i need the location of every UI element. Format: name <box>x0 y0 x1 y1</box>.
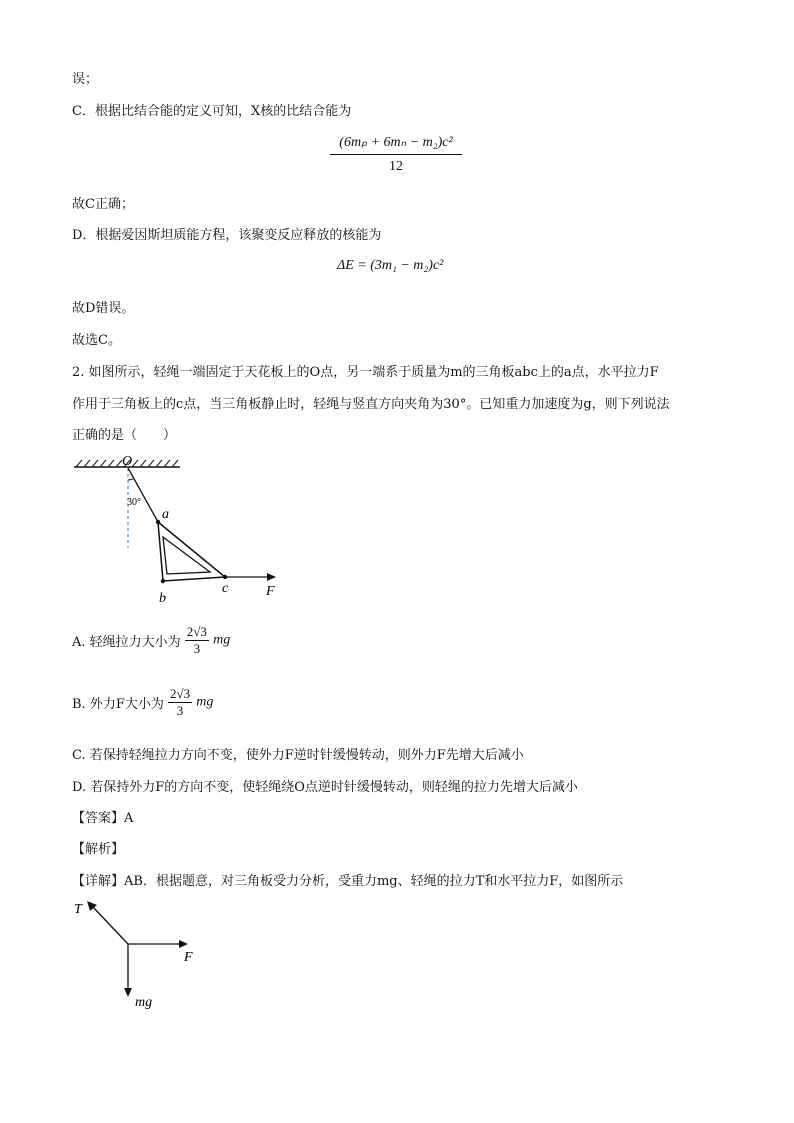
point-b <box>161 579 165 583</box>
point-b-label: b <box>159 591 166 606</box>
option-C: C. 若保持轻绳拉力方向不变，使外力F逆时针缓慢转动，则外力F先增大后减小 <box>72 748 524 763</box>
tension-T-arrow <box>92 906 128 944</box>
force-F-label: F <box>184 950 193 965</box>
text-line: 故D错误。 <box>72 301 135 316</box>
gravity-mg-label: mg <box>135 995 153 1010</box>
question-text: 正确的是（ ） <box>72 428 177 443</box>
triangle-inner <box>163 537 210 574</box>
mass-energy-formula: ΔE = (3m₁ − m₂)c² <box>337 258 444 273</box>
option-A <box>72 624 230 657</box>
option-B <box>72 686 213 719</box>
option-A-fraction <box>185 624 209 657</box>
point-a-label: a <box>162 507 169 522</box>
option-A-text: A. 轻绳拉力大小为 <box>72 635 181 650</box>
force-F-label: F <box>266 584 275 599</box>
force-F-arrowhead <box>179 940 188 948</box>
fraction-numerator: 2√3 <box>169 686 191 701</box>
angle-arc <box>128 479 134 481</box>
angle-label: 30° <box>127 497 141 508</box>
point-O-label: O <box>122 454 133 469</box>
formula-denominator: 12 <box>389 159 403 174</box>
point-c-label: c <box>222 581 229 596</box>
force-diagram <box>70 896 210 1016</box>
answer-label: 【答案】A <box>72 811 134 826</box>
text-line: 误； <box>72 72 99 87</box>
option-B-mg: mg <box>196 694 214 710</box>
triangle-outer <box>158 522 225 581</box>
option-A-mg: mg <box>213 632 231 648</box>
text-line: 故C正确； <box>72 197 134 212</box>
text-line: 故选C。 <box>72 333 121 348</box>
option-B-fraction <box>168 686 192 719</box>
analysis-label: 【解析】 <box>72 842 125 857</box>
question-text: 作用于三角板上的c点，当三角板静止时，轻绳与竖直方向夹角为30°。已知重力加速度为g，则下列说法 <box>72 397 670 412</box>
triangle-plate-figure <box>70 450 290 610</box>
tension-T-label: T <box>74 902 82 917</box>
text-line: C．根据比结合能的定义可知，X核的比结合能为 <box>72 104 352 119</box>
rope <box>128 468 158 522</box>
option-B-text: B. 外力F大小为 <box>72 697 164 712</box>
binding-energy-formula <box>330 134 462 175</box>
fraction-numerator: 2√3 <box>186 624 207 639</box>
detail-text: 【详解】AB．根据题意，对三角板受力分析，受重力mg、轻绳的拉力T和水平拉力F，如图所示 <box>72 874 624 889</box>
question-text: 2. 如图所示，轻绳一端固定于天花板上的O点，另一端系于质量为m的三角板abc上的a点，水平拉力F <box>72 365 659 380</box>
formula-numerator: (6mₚ + 6mₙ − m₂)c² <box>330 134 462 155</box>
text-line: D．根据爱因斯坦质能方程，该聚变反应释放的核能为 <box>72 228 382 243</box>
force-F-arrowhead <box>267 573 276 581</box>
fraction-denominator: 3 <box>193 641 201 656</box>
option-D: D. 若保持外力F的方向不变，使轻绳绕O点逆时针缓慢转动，则轻绳的拉力先增大后减小 <box>72 780 578 795</box>
fraction-denominator: 3 <box>176 703 184 718</box>
point-a <box>156 520 160 524</box>
gravity-mg-arrowhead <box>124 988 132 997</box>
